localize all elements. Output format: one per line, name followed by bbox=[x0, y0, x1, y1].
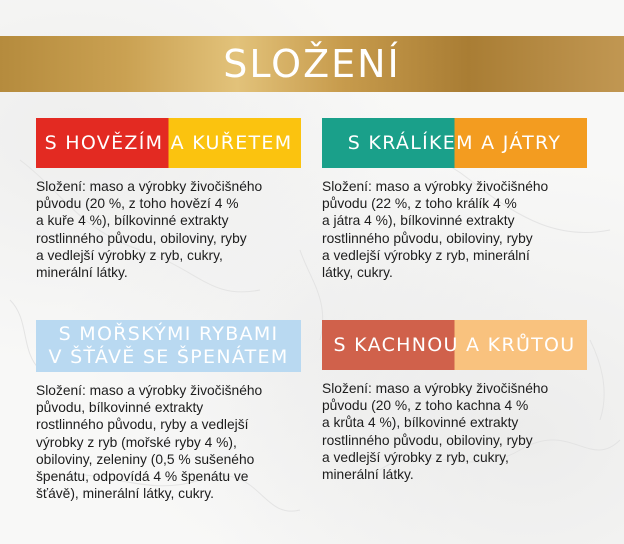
variant-label-beef-chicken: S HOVĚZÍM A KUŘETEM bbox=[36, 118, 301, 168]
composition-text-beef-chicken: Složení: maso a výrobky živočišného původu (20 %, z toho hovězí 4 % a kuře 4 %), bílkovinné extrakty rostlinného původu, obiloviny, ryby a vedlejší výrobky z ryb, cukry, minerální látky. bbox=[36, 179, 263, 281]
composition-text-duck-turkey: Složení: maso a výrobky živočišného původu (20 %, z toho kachna 4 % a krůta 4 %), bílkovinné extrakty rostlinného původu, obiloviny, ryby a vedlejší výrobky z ryb, cukry, minerální látky. bbox=[322, 381, 549, 483]
composition-text-rabbit-liver: Složení: maso a výrobky živočišného původu (22 %, z toho králík 4 % a játra 4 %), bílkovinné extrakty rostlinného původu, obiloviny, ryby a vedlejší výrobky z ryb, minerální látky, cukry. bbox=[322, 179, 549, 281]
composition-card-duck-turkey bbox=[322, 320, 587, 483]
composition-text-sea-fish-spinach: Složení: maso a výrobky živočišného původu, bílkovinné extrakty rostlinného původu, ryby a vedlejší výrobky z ryb (mořské ryby 4 %), obiloviny, zeleniny (0,5 % sušeného špenátu, odpovídá 4 % špenátu ve šťávě), minerální látky, cukry. bbox=[36, 383, 263, 502]
variant-label-rabbit-liver: S KRÁLÍKEM A JÁTRY bbox=[322, 118, 587, 168]
title-banner bbox=[0, 36, 624, 92]
variant-label-sea-fish-spinach: S MOŘSKÝMI RYBAMI V ŠŤÁVĚ SE ŠPENÁTEM bbox=[36, 320, 301, 372]
composition-card-beef-chicken bbox=[36, 118, 301, 281]
composition-card-rabbit-liver bbox=[322, 118, 587, 281]
composition-card-sea-fish-spinach bbox=[36, 320, 301, 502]
page-title: SLOŽENÍ bbox=[223, 42, 401, 86]
variant-label-duck-turkey: S KACHNOU A KRŮTOU bbox=[322, 320, 587, 370]
